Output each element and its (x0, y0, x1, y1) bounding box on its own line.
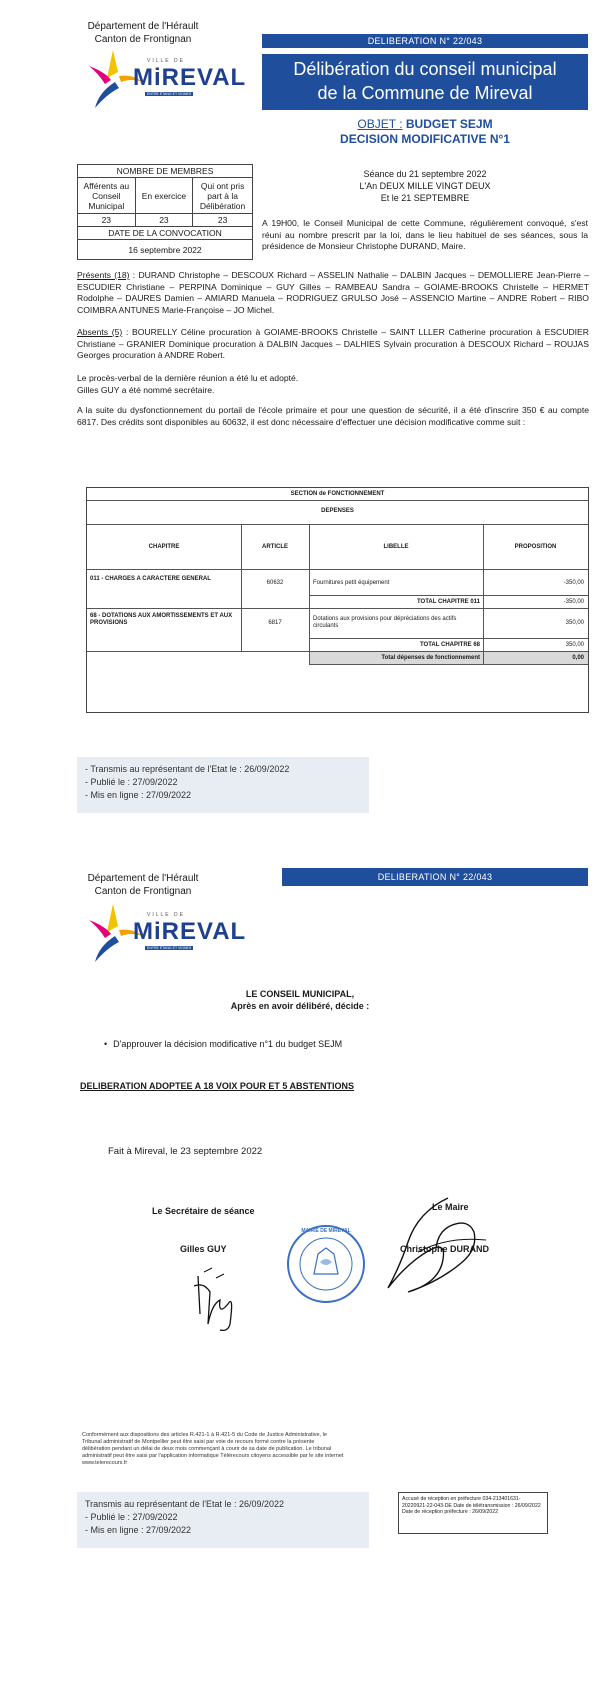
banner-line-1: Délibération du conseil municipal (293, 59, 557, 79)
department-header-p2 (68, 872, 218, 898)
absents-paragraph (77, 327, 589, 362)
seance-paragraph: A 19H00, le Conseil Municipal de cette Commune, régulièrement convoqué, s'est réuni au nombre prescrit par la loi, dans le lieu habituel de ses séances, sous la présidence de Monsieur Christophe DURAND, Maire. (262, 218, 588, 251)
row-68-libelle: Dotations aux provisions pour dépréciations des actifs circulants (313, 616, 457, 629)
members-col-deliberation: Qui ont pris part à la Délibération (193, 178, 253, 214)
decision-subtitle: DECISION MODIFICATIVE N°1 (340, 132, 510, 146)
absents-list: : BOURELLY Céline procuration à GOIAME-BROOKS Christelle – SAINT LLLER Catherine procuration à ESCUDIER Christiane – GRANIER Dominique procuration à DALBIN Jacques – DALHIES Sylvain procuration à DESCOUX Richard – ROUJAS Georges procuration à ANDRE Robert. (77, 327, 589, 360)
members-col-exercice: En exercice (135, 178, 193, 214)
department-name-p2: Département de l'Hérault (87, 873, 199, 884)
presents-list: : DURAND Christophe – DESCOUX Richard – ASSELIN Nathalie – DALBIN Jacques – DEMOLLIERE Jean-Pierre – ESCUDIER Christiane – PERPINA Dominique – GUY Gilles – RAMBEAU Sandra – GOIAME-BROOKS Christelle – HERMET Rodolphe – DAURES Damien – AMIARD Manuela – RODRIGUEZ GRULSO José – ASSENCIO Martine – ANDRE Robert – RIBO COIMBRA ANTUNES Marie-Françoise – JO Michel. (77, 270, 589, 315)
fait-a: Fait à Mireval, le 23 septembre 2022 (108, 1146, 263, 1157)
row-011-article: 60632 (266, 580, 284, 586)
transmission-box-p2 (77, 1492, 369, 1548)
department-name: Département de l'Hérault (87, 21, 199, 32)
maire-signature-icon (378, 1192, 498, 1302)
canton-name: Canton de Frontignan (94, 34, 192, 45)
mairie-stamp-icon (284, 1222, 368, 1306)
object-title (262, 117, 588, 147)
bullet-icon: • (104, 1039, 108, 1049)
transmission-line-2: - Publié le : 27/09/2022 (85, 777, 178, 787)
presents-label: Présents (18) (77, 270, 130, 280)
seance-date: Séance du 21 septembre 2022 (363, 169, 487, 179)
members-value-afferents: 23 (78, 214, 136, 227)
transmission-p2-line-2: - Publié le : 27/09/2022 (85, 1512, 178, 1522)
transmission-box (77, 757, 369, 813)
members-value-deliberation: 23 (193, 214, 253, 227)
row-68-article: 6817 (268, 620, 282, 626)
total-011-label: TOTAL CHAPITRE 011 (416, 599, 480, 605)
col-article: ARTICLE (262, 544, 288, 550)
accuse-reception-box: Accusé de réception en préfecture 034-213401631-20220921-22-043-DE Date de télétransmission : 26/09/2022 Date de réception préfecture : 26/09/2022 (398, 1492, 548, 1534)
deliberation-number: DELIBERATION N° 22/043 (262, 34, 588, 48)
mireval-logo (85, 48, 247, 112)
row-011-libelle: Fournitures petit équipement (313, 580, 390, 586)
stamp-text: MAIRIE DE MIREVAL (301, 1228, 351, 1234)
decision-item (104, 1039, 504, 1049)
row-68-chapitre: 68 - DOTATIONS AUX AMORTISSEMENTS ET AUX PROVISIONS (90, 613, 233, 626)
absents-label: Absents (5) (77, 327, 123, 337)
presents-paragraph (77, 270, 589, 316)
total-68-value: 350,00 (565, 642, 584, 648)
total-68-label: TOTAL CHAPITRE 68 (419, 642, 480, 648)
row-68-montant: 350,00 (565, 620, 584, 626)
maire-title: Le Maire (432, 1202, 469, 1212)
total-fonctionnement-label: Total dépenses de fonctionnement (381, 655, 480, 661)
secretaire-line: Gilles GUY a été nommé secrétaire. (77, 385, 215, 395)
members-header: NOMBRE DE MEMBRES (78, 165, 253, 178)
secretaire-name: Gilles GUY (180, 1244, 227, 1254)
adoption-result: DELIBERATION ADOPTEE A 18 VOIX POUR ET 5 ABSTENTIONS (80, 1081, 355, 1091)
legal-notice: Conformément aux dispositions des articles R.421-1 à R.421-5 du Code de Justice Administrative, le Tribunal administratif de Montpellier peut être saisi par voie de recours formé contre la présente délibération pendant un délai de deux mois commençant à courir de sa date de publication. Le tribunal administratif peut être saisi par l'application informatique Télérecours citoyens accessible par le site internet www.telerecours.fr (82, 1432, 344, 1466)
pv-line: Le procès-verbal de la dernière réunion a été lu et adopté. (77, 373, 299, 383)
logo-name: MiREVAL (133, 64, 247, 91)
convocation-date: 16 septembre 2022 (78, 240, 253, 260)
objet-label: OBJET : (357, 117, 403, 131)
seance-day: Et le 21 SEPTEMBRE (380, 193, 470, 203)
banner-line-2: de la Commune de Mireval (317, 83, 533, 103)
logo-tagline: ENTRE ÉTANG ET VIGNES (147, 92, 192, 96)
col-chapitre: CHAPITRE (148, 544, 180, 550)
logo-tagline-p2: ENTRE ÉTANG ET VIGNES (147, 946, 192, 950)
deliberation-banner (262, 54, 588, 110)
conseil-title-block (150, 988, 450, 1012)
secretaire-signature-icon (190, 1264, 250, 1334)
col-proposition: PROPOSITION (514, 544, 557, 550)
budget-depenses-title: DEPENSES (321, 508, 354, 514)
conseil-subtitle: Après en avoir délibéré, décide : (230, 1001, 370, 1011)
transmission-line-3: - Mis en ligne : 27/09/2022 (85, 790, 192, 800)
row-011-chapitre: 011 - CHARGES A CARACTERE GENERAL (90, 576, 211, 582)
maire-name: Christophe DURAND (400, 1244, 489, 1254)
page-2 (0, 842, 595, 1684)
budget-table (86, 487, 589, 713)
total-011-value: -350,00 (563, 599, 584, 605)
mireval-logo-p2 (85, 902, 247, 966)
canton-name-p2: Canton de Frontignan (94, 886, 192, 897)
members-col-afferents: Afférents au Conseil Municipal (78, 178, 136, 214)
logo-name-p2: MiREVAL (133, 918, 247, 945)
transmission-p2-line-3: - Mis en ligne : 27/09/2022 (85, 1525, 192, 1535)
row-011-montant: -350,00 (563, 580, 584, 586)
seance-info (262, 168, 588, 204)
decision-text: D'approuver la décision modificative n°1 du budget SEJM (113, 1039, 343, 1049)
secretaire-title: Le Secrétaire de séance (152, 1206, 255, 1216)
col-libelle: LIBELLE (383, 544, 409, 550)
members-value-exercice: 23 (135, 214, 193, 227)
convocation-label: DATE DE LA CONVOCATION (78, 227, 253, 240)
logo-ville-de: VILLE DE (147, 58, 185, 64)
objet-value: BUDGET SEJM (405, 117, 493, 131)
logo-ville-de-p2: VILLE DE (147, 912, 185, 918)
members-table (77, 164, 253, 260)
transmission-p2-line-1: Transmis au représentant de l'Etat le : 26/09/2022 (85, 1499, 285, 1509)
deliberation-number-p2: DELIBERATION N° 22/043 (282, 868, 588, 886)
context-paragraph: A la suite du dysfonctionnement du portail de l'école primaire et pour une question de sécurité, il a été d'inscrire 350 € au compte 6817. Des crédits sont disponibles au 60632, il est donc nécessaire d'effectuer une décision modificative comme suit : (77, 405, 589, 427)
seance-year: L'An DEUX MILLE VINGT DEUX (359, 181, 491, 191)
total-fonctionnement-value: 0,00 (572, 655, 584, 661)
budget-section-title: SECTION de FONCTIONNEMENT (290, 491, 385, 497)
conseil-title: LE CONSEIL MUNICIPAL, (245, 989, 355, 999)
transmission-line-1: - Transmis au représentant de l'Etat le : 26/09/2022 (85, 764, 290, 774)
department-header (68, 20, 218, 46)
